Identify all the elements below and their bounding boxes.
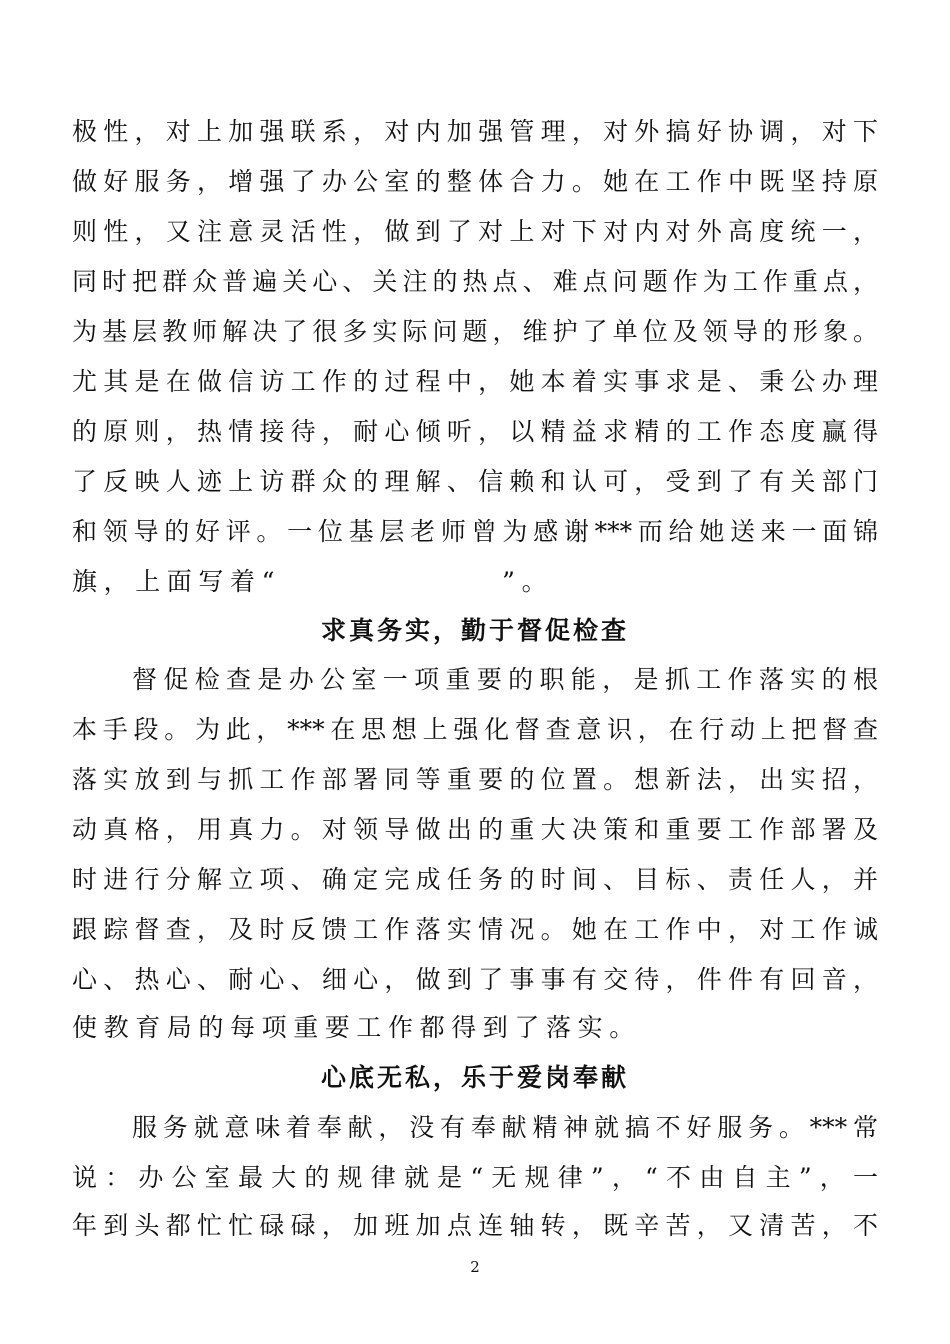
- text-line: 做好服务，增强了办公室的整体合力。她在工作中既坚持原: [72, 167, 878, 196]
- text-line: 年到头都忙忙碌碌，加班加点连轴转，既辛苦，又清苦，不: [72, 1211, 878, 1240]
- text-line: 动真格，用真力。对领导做出的重大决策和重要工作部署及: [72, 815, 878, 844]
- text-line: 服务就意味着奉献，没有奉献精神就搞不好服务。***常: [132, 1113, 878, 1142]
- page-number: 2: [470, 1258, 480, 1276]
- text-line: 落实放到与抓工作部署同等重要的位置。想新法，出实招，: [72, 765, 878, 794]
- text-line: 同时把群众普遍关心、关注的热点、难点问题作为工作重点，: [72, 267, 878, 296]
- text-line: 极性，对上加强联系，对内加强管理，对外搞好协调，对下: [72, 117, 878, 146]
- text-line: 说：办公室最大的规律就是“无规律”，“不由自主”，一: [72, 1163, 878, 1192]
- text-line: 了反映人迹上访群众的理解、信赖和认可，受到了有关部门: [72, 467, 878, 496]
- text-line: 则性，又注意灵活性，做到了对上对下对内对外高度统一，: [72, 217, 878, 246]
- text-line: 使教育局的每项重要工作都得到了落实。: [72, 1013, 641, 1042]
- text-line: 本手段。为此，***在思想上强化督查意识，在行动上把督查: [72, 715, 878, 744]
- text-line: 的原则，热情接待，耐心倾听，以精益求精的工作态度赢得: [72, 417, 878, 446]
- text-line: 心、热心、耐心、细心，做到了事事有交待，件件有回音，: [72, 965, 878, 994]
- section-heading: 求真务实，勤于督促检查: [320, 616, 629, 645]
- text-line: 为基层教师解决了很多实际问题，维护了单位及领导的形象。: [72, 317, 878, 346]
- text-line: 旗，上面写着“ ”。: [72, 567, 554, 596]
- text-line: 时进行分解立项、确定完成任务的时间、目标、责任人，并: [72, 865, 878, 894]
- text-line: 和领导的好评。一位基层老师曾为感谢***而给她送来一面锦: [72, 517, 878, 546]
- text-line: 督促检查是办公室一项重要的职能，是抓工作落实的根: [132, 665, 878, 694]
- section-heading: 心底无私，乐于爱岗奉献: [320, 1063, 629, 1092]
- text-line: 尤其是在做信访工作的过程中，她本着实事求是、秉公办理: [72, 367, 878, 396]
- text-line: 跟踪督查，及时反馈工作落实情况。她在工作中，对工作诚: [72, 915, 878, 944]
